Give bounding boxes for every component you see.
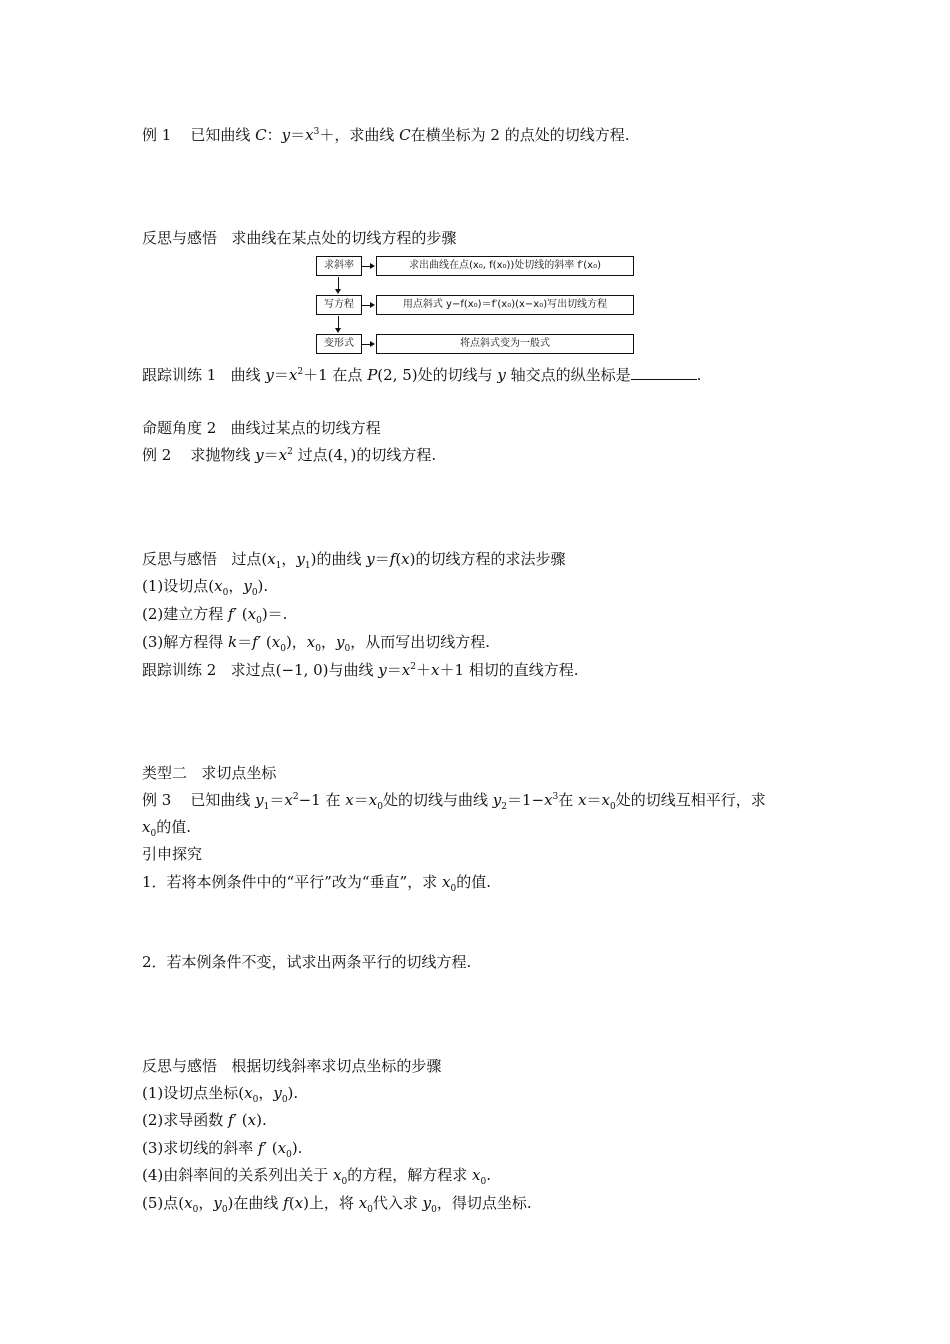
text: ，: [281, 550, 297, 568]
type-label: 类型二: [142, 764, 188, 782]
arrow-right-line: [362, 266, 370, 267]
var: y: [281, 126, 291, 144]
var: f: [252, 633, 258, 651]
text: 处的切线与曲线: [382, 791, 493, 809]
var: x: [472, 1166, 481, 1184]
var: x: [578, 791, 587, 809]
arrow-down-line: [338, 277, 339, 289]
subscript: 1: [304, 561, 311, 571]
text: )上，将: [303, 1194, 359, 1212]
text: ′ (: [263, 1139, 278, 1157]
text: ＝: [353, 791, 369, 809]
var: x: [294, 1194, 304, 1212]
reflection-title: 反思与感悟: [142, 229, 218, 247]
subscript: 0: [192, 1205, 199, 1215]
subscript: 0: [222, 588, 229, 598]
reflection-3-step-4: [142, 1165, 491, 1185]
var: x: [247, 1111, 257, 1129]
flow-desc-3: 将点斜式变为一般式: [376, 334, 634, 354]
var: y: [255, 446, 264, 464]
var: x: [277, 1139, 287, 1157]
text: (4)由斜率间的关系列出关于: [142, 1166, 334, 1184]
text: 求抛物线: [190, 446, 256, 464]
reflection-text: 求曲线在某点处的切线方程的步骤: [231, 229, 457, 247]
var: y: [255, 791, 264, 809]
text: ).: [291, 1139, 303, 1157]
text: ＝: [290, 126, 306, 144]
flow-step-2: 写方程: [316, 295, 362, 315]
arrow-down-head: [335, 328, 341, 333]
track-exercise-1: [142, 365, 701, 385]
var: C: [255, 126, 267, 144]
reflection-text: 根据切线斜率求切点坐标的步骤: [231, 1057, 442, 1075]
arrow-right-head: [370, 263, 375, 269]
var: y: [366, 550, 375, 568]
var: x: [247, 605, 257, 623]
section-angle-2: [142, 418, 381, 438]
text: )的切线方程的求法步骤: [409, 550, 566, 568]
text: ′ (: [233, 1111, 248, 1129]
subscript: 0: [221, 1205, 228, 1215]
flow-desc-1: 求出曲线在点(x₀, f(x₀))处切线的斜率 f′(x₀): [376, 256, 634, 276]
flow-step-3: 变形式: [316, 334, 362, 354]
example-3-line-2: [142, 817, 191, 837]
text: ＝1−: [506, 791, 545, 809]
var: x: [442, 873, 451, 891]
subscript: 0: [431, 1205, 437, 1215]
text: (2)求导函数: [142, 1111, 229, 1129]
text: −1 在: [298, 791, 346, 809]
example-2: [142, 445, 436, 465]
var: f: [389, 550, 396, 568]
var: f: [228, 605, 234, 623]
subscript: 0: [251, 588, 258, 598]
text: (: [288, 1194, 295, 1212]
reflection-3-step-3: [142, 1138, 302, 1158]
text: )，: [285, 633, 307, 651]
subscript: 0: [367, 1205, 373, 1215]
text: 的方程，解方程求: [347, 1166, 473, 1184]
text: 处的切线互相平行，求: [615, 791, 766, 809]
text: ＋: [416, 661, 432, 679]
text: 在: [558, 791, 579, 809]
angle-text: 曲线过某点的切线方程: [230, 419, 381, 437]
text: ＝: [237, 633, 253, 651]
arrow-right-line: [362, 305, 370, 306]
reflection-1: [142, 228, 456, 248]
exponent: 2: [297, 367, 304, 377]
text: (2)建立方程: [142, 605, 229, 623]
exponent: 3: [552, 792, 559, 802]
text: ，: [228, 577, 244, 595]
text: (2, 5)处的切线与: [377, 366, 498, 384]
track-label: 跟踪训练 1: [142, 366, 217, 384]
text: )在曲线: [227, 1194, 284, 1212]
text: ＋1 相切的直线方程.: [439, 661, 579, 679]
reflection-title: 反思与感悟: [142, 1057, 218, 1075]
var: x: [601, 791, 611, 809]
var: x: [244, 1084, 253, 1102]
question-2: 2．若本例条件不变，试求出两条平行的切线方程.: [142, 953, 472, 971]
reflection-2-step-2: [142, 604, 287, 624]
reflection-2: [142, 549, 566, 569]
track-exercise-2: [142, 660, 579, 680]
arrow-right-head: [370, 341, 375, 347]
text: 轴交点的纵坐标是: [505, 366, 631, 384]
example-label: 例 2: [142, 446, 172, 464]
text: ＝: [273, 366, 289, 384]
flow-step-1: 求斜率: [316, 256, 362, 276]
var: y: [273, 1084, 282, 1102]
var: x: [267, 550, 276, 568]
subscript: 0: [286, 1150, 292, 1160]
var: x: [368, 791, 378, 809]
var: y: [422, 1194, 432, 1212]
text: 代入求: [372, 1194, 423, 1212]
arrow-down-head: [335, 289, 341, 294]
answer-blank: [631, 365, 697, 380]
text: 1．若将本例条件中的“平行”改为“垂直”，求: [142, 873, 442, 891]
var: C: [399, 126, 411, 144]
reflection-3-step-1: [142, 1083, 298, 1103]
question-1: [142, 872, 491, 892]
text: )的曲线: [310, 550, 367, 568]
var: y: [378, 661, 387, 679]
text: ，: [198, 1194, 214, 1212]
subscript: 0: [280, 644, 286, 654]
flow-desc-2: 用点斜式 y−f(x₀)＝f′(x₀)(x−x₀)写出切线方程: [376, 295, 634, 315]
var: y: [213, 1194, 222, 1212]
text: (1)设切点坐标(: [142, 1084, 245, 1102]
var: y: [265, 366, 274, 384]
var: x: [142, 818, 151, 836]
text: 的值.: [156, 818, 191, 836]
var: y: [336, 633, 345, 651]
var: x: [544, 791, 553, 809]
var: x: [401, 661, 411, 679]
subscript: 0: [315, 644, 321, 654]
reflection-2-step-1: [142, 576, 268, 596]
reflection-3-step-2: [142, 1110, 267, 1130]
track-label: 跟踪训练 2: [142, 661, 217, 679]
text: ′ (: [233, 605, 248, 623]
var: x: [305, 126, 314, 144]
subscript: 0: [344, 644, 351, 654]
text: 的值.: [456, 873, 491, 891]
subscript: 0: [252, 1095, 259, 1105]
text: ′ (: [257, 633, 272, 651]
text: ，得切点坐标.: [436, 1194, 532, 1212]
subscript: 0: [281, 1095, 288, 1105]
exponent: 3: [313, 127, 320, 137]
example-3-line-1: [142, 790, 766, 810]
text: ，: [258, 1084, 274, 1102]
var: f: [258, 1139, 264, 1157]
subscript: 0: [450, 884, 457, 894]
text: 已知曲线: [190, 791, 256, 809]
var: y: [243, 577, 252, 595]
text: ，: [321, 633, 337, 651]
subscript: 2: [501, 802, 507, 812]
text: ：: [266, 126, 282, 144]
text: )＝.: [261, 605, 288, 623]
example-1: [142, 125, 630, 145]
var: x: [184, 1194, 193, 1212]
text: (1)设切点(: [142, 577, 215, 595]
text: ).: [287, 1084, 299, 1102]
text: 过点(4，)的切线方程.: [292, 446, 437, 464]
subscript: 0: [341, 1177, 348, 1187]
var: x: [288, 366, 298, 384]
text: 曲线: [230, 366, 266, 384]
text: (5)点(: [142, 1194, 185, 1212]
text: ＝: [374, 550, 390, 568]
text: ＝: [586, 791, 602, 809]
reflection-3-step-5: [142, 1193, 532, 1213]
subscript: 0: [150, 829, 157, 839]
text: ＝: [269, 791, 285, 809]
angle-label: 命题角度 2: [142, 419, 217, 437]
text: ＋1 在点: [303, 366, 368, 384]
var: x: [271, 633, 281, 651]
var: x: [284, 791, 293, 809]
var: f: [228, 1111, 234, 1129]
var: x: [278, 446, 288, 464]
text: ).: [256, 1111, 267, 1129]
subscript: 0: [610, 802, 616, 812]
type-text: 求切点坐标: [201, 764, 277, 782]
reflection-title: 反思与感悟: [142, 550, 218, 568]
text: (3)求切线的斜率: [142, 1139, 259, 1157]
var: x: [306, 633, 316, 651]
text: (: [395, 550, 402, 568]
var: x: [401, 550, 410, 568]
exponent: 2: [287, 447, 293, 457]
text: ＋，求曲线: [319, 126, 400, 144]
var: x: [431, 661, 440, 679]
text: ).: [257, 577, 269, 595]
text: (3)解方程得: [142, 633, 229, 651]
var: k: [228, 633, 238, 651]
var: x: [214, 577, 223, 595]
text: 过点(: [231, 550, 268, 568]
exponent: 2: [410, 662, 416, 672]
arrow-right-line: [362, 344, 370, 345]
text: ＝: [386, 661, 402, 679]
subscript: 0: [256, 616, 262, 626]
subscript: 0: [480, 1177, 487, 1187]
arrow-right-head: [370, 302, 375, 308]
section-type-2: [142, 763, 276, 783]
var: y: [497, 366, 506, 384]
var: x: [358, 1194, 368, 1212]
extend-title: 引申探究: [142, 845, 203, 863]
var: y: [492, 791, 502, 809]
text: ，从而写出切线方程.: [350, 633, 491, 651]
exponent: 2: [292, 792, 299, 802]
var: P: [367, 366, 378, 384]
text: ＝: [263, 446, 279, 464]
text: 求过点(−1, 0)与曲线: [230, 661, 379, 679]
var: y: [296, 550, 305, 568]
text: .: [696, 366, 702, 384]
var: f: [283, 1194, 289, 1212]
text: 在横坐标为 2 的点处的切线方程.: [410, 126, 630, 144]
example-label: 例 1: [142, 126, 172, 144]
var: x: [345, 791, 354, 809]
var: x: [333, 1166, 342, 1184]
reflection-2-step-3: [142, 632, 490, 652]
arrow-down-line: [338, 316, 339, 328]
subscript: 1: [263, 802, 270, 812]
text: .: [486, 1166, 491, 1184]
text: 已知曲线: [190, 126, 256, 144]
subscript: 0: [377, 802, 383, 812]
reflection-3: [142, 1056, 441, 1076]
subscript: 1: [275, 561, 282, 571]
example-label: 例 3: [142, 791, 172, 809]
